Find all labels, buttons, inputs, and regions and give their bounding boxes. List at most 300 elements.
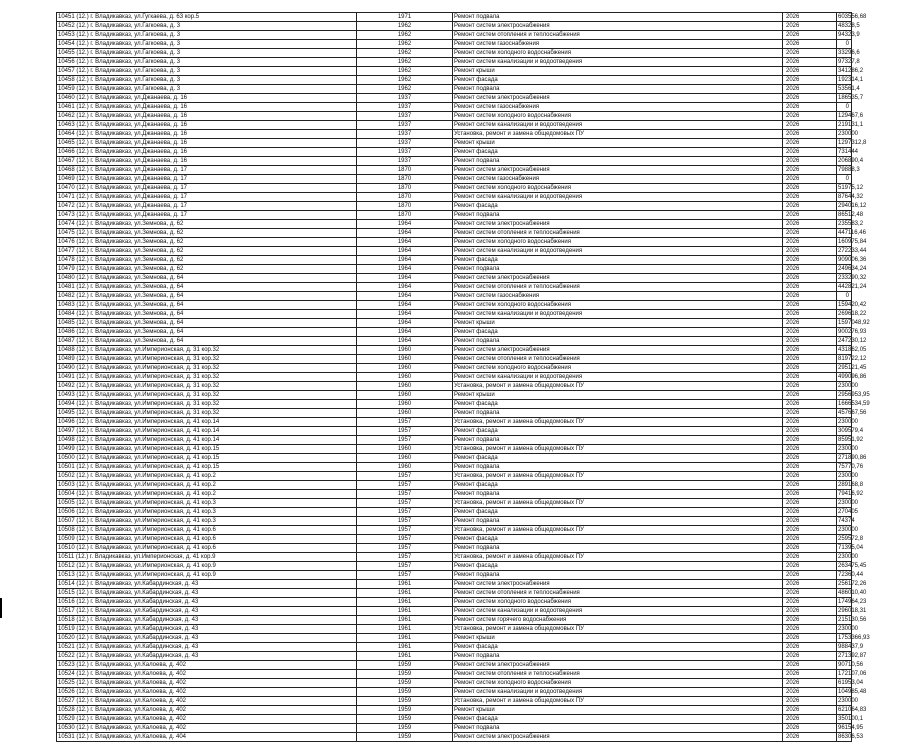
row-id: 10531 (12.) <box>58 734 89 740</box>
row-address: г. Владикавказ, ул.Кабардинская, д. 43 <box>90 635 199 641</box>
row-address: г. Владикавказ, ул.Империонская, д. 41 кор.3 <box>90 518 216 524</box>
row-address: г. Владикавказ, ул.Кабардинская, д. 43 <box>90 617 199 623</box>
table-row[interactable] <box>57 76 852 85</box>
plan-year-cell: 2026 <box>783 40 837 49</box>
row-id: 10473 (12.) <box>58 212 89 218</box>
table-row[interactable] <box>57 535 852 544</box>
table-row[interactable] <box>57 445 852 454</box>
cost-cell: 499096,86 <box>838 374 867 380</box>
table-row[interactable] <box>57 598 852 607</box>
row-address: г. Владикавказ, ул.Кабардинская, д. 43 <box>90 599 199 605</box>
table-row[interactable] <box>57 670 852 679</box>
table-row[interactable] <box>57 157 852 166</box>
plan-year-cell: 2026 <box>783 535 837 544</box>
id-address-cell <box>57 409 357 418</box>
row-id: 10503 (12.) <box>58 482 89 488</box>
cost-cell: 230000 <box>838 419 859 425</box>
id-address-cell <box>57 265 357 274</box>
id-address-cell <box>57 616 357 625</box>
work-type-cell: Ремонт систем электроснабжения <box>453 580 783 589</box>
row-address: г. Владикавказ, ул.Гагкоева, д. 3 <box>90 50 181 56</box>
row-id: 10494 (12.) <box>58 401 89 407</box>
cost-cell: 61953,04 <box>838 680 864 686</box>
row-address: г. Владикавказ, ул.Империонская, д. 31 кор.32 <box>90 410 220 416</box>
table-row[interactable] <box>57 580 852 589</box>
table-row[interactable] <box>57 265 852 274</box>
work-type-cell: Ремонт фасада <box>453 202 783 211</box>
cost-cell: 256172,26 <box>838 581 867 587</box>
table-row[interactable] <box>57 355 852 364</box>
work-type-cell: Ремонт подвала <box>453 517 783 526</box>
table-row[interactable] <box>57 67 852 76</box>
plan-year-cell: 2026 <box>783 130 837 139</box>
row-id: 10464 (12.) <box>58 131 89 137</box>
row-address: г. Владикавказ, ул.Джанаева, д. 17 <box>90 185 187 191</box>
table-row[interactable] <box>57 301 852 310</box>
row-address: г. Владикавказ, ул.Кабардинская, д. 43 <box>90 581 199 587</box>
work-type-cell: Ремонт систем электроснабжения <box>453 346 783 355</box>
table-row[interactable] <box>57 679 852 688</box>
table-row[interactable] <box>57 283 852 292</box>
table-row[interactable] <box>57 634 852 643</box>
table-row[interactable] <box>57 508 852 517</box>
table-row[interactable] <box>57 526 852 535</box>
row-address: г. Владикавказ, ул.Гагкоева, д. 3 <box>90 77 181 83</box>
table-row[interactable] <box>57 706 852 715</box>
table-row[interactable] <box>57 625 852 634</box>
work-type-cell: Ремонт подвала <box>453 409 783 418</box>
id-address-cell <box>57 373 357 382</box>
id-address-cell <box>57 238 357 247</box>
plan-year-cell: 2026 <box>783 346 837 355</box>
row-address: г. Владикавказ, ул.Джанаева, д. 16 <box>90 104 187 110</box>
row-address: г. Владикавказ, ул.Джанаева, д. 16 <box>90 140 187 146</box>
built-year-cell: 1964 <box>357 238 453 247</box>
work-type-cell: Ремонт крыши <box>453 634 783 643</box>
table-row[interactable] <box>57 616 852 625</box>
table-row[interactable] <box>57 436 852 445</box>
built-year-cell: 1962 <box>357 22 453 31</box>
table-row[interactable] <box>57 85 852 94</box>
table-row[interactable] <box>57 571 852 580</box>
cost-cell: 233290,32 <box>838 275 867 281</box>
id-address-cell <box>57 220 357 229</box>
row-id: 10504 (12.) <box>58 491 89 497</box>
built-year-cell: 1937 <box>357 157 453 166</box>
work-type-cell: Ремонт систем газоснабжения <box>453 292 783 301</box>
table-row[interactable] <box>57 256 852 265</box>
cost-cell: 87644,32 <box>838 194 864 200</box>
row-address: г. Владикавказ, ул.Джанаева, д. 16 <box>90 113 187 119</box>
table-row[interactable] <box>57 94 852 103</box>
built-year-cell: 1960 <box>357 463 453 472</box>
built-year-cell: 1959 <box>357 733 453 742</box>
id-address-cell <box>57 382 357 391</box>
id-address-cell <box>57 193 357 202</box>
row-id: 10468 (12.) <box>58 167 89 173</box>
cost-cell: 447116,46 <box>838 230 866 236</box>
row-address: г. Владикавказ, ул.Гугкаева, д. 63 кор.5 <box>90 14 200 20</box>
plan-year-cell: 2026 <box>783 391 837 400</box>
built-year-cell: 1960 <box>357 409 453 418</box>
row-id: 10474 (12.) <box>58 221 89 227</box>
row-address: г. Владикавказ, ул.Кабардинская, д. 43 <box>90 590 199 596</box>
row-address: г. Владикавказ, ул.Империонская, д. 31 кор.32 <box>90 374 220 380</box>
row-address: г. Владикавказ, ул.Земнова, д. 64 <box>90 320 184 326</box>
plan-year-cell: 2026 <box>783 580 837 589</box>
table-row[interactable] <box>57 184 852 193</box>
row-id: 10456 (12.) <box>58 59 89 65</box>
row-address: г. Владикавказ, ул.Земнова, д. 64 <box>90 338 184 344</box>
row-id: 10487 (12.) <box>58 338 89 344</box>
plan-year-cell: 2026 <box>783 670 837 679</box>
table-row[interactable] <box>57 733 852 742</box>
row-address: г. Владикавказ, ул.Гагкоева, д. 3 <box>90 68 181 74</box>
plan-year-cell: 2026 <box>783 589 837 598</box>
row-address: г. Владикавказ, ул.Гагкоева, д. 3 <box>90 59 181 65</box>
plan-year-cell: 2026 <box>783 13 837 22</box>
row-address: г. Владикавказ, ул.Джанаева, д. 17 <box>90 212 187 218</box>
table-row[interactable] <box>57 454 852 463</box>
cost-cell: 270405 <box>838 509 859 515</box>
work-type-cell: Установка, ремонт и замена общедомовых ПУ <box>453 625 783 634</box>
table-row[interactable] <box>57 373 852 382</box>
built-year-cell: 1964 <box>357 292 453 301</box>
work-type-cell: Установка, ремонт и замена общедомовых ПУ <box>453 130 783 139</box>
work-type-cell: Ремонт систем отопления и теплоснабжения <box>453 670 783 679</box>
work-type-cell: Ремонт фасада <box>453 481 783 490</box>
table-row[interactable] <box>57 499 852 508</box>
work-type-cell: Установка, ремонт и замена общедомовых ПУ <box>453 526 783 535</box>
capital-repair-table <box>56 12 870 742</box>
row-id: 10459 (12.) <box>58 86 89 92</box>
table-row[interactable] <box>57 589 852 598</box>
table-row[interactable] <box>57 193 852 202</box>
row-id: 10498 (12.) <box>58 437 89 443</box>
row-address: г. Владикавказ, ул.Гагкоева, д. 3 <box>90 41 181 47</box>
row-address: г. Владикавказ, ул.Джанаева, д. 16 <box>90 95 187 101</box>
plan-year-cell: 2026 <box>783 148 837 157</box>
built-year-cell: 1964 <box>357 256 453 265</box>
work-type-cell: Ремонт систем канализации и водоотведения <box>453 121 783 130</box>
built-year-cell: 1937 <box>357 121 453 130</box>
table-row[interactable] <box>57 139 852 148</box>
id-address-cell <box>57 715 357 724</box>
table-row[interactable] <box>57 103 852 112</box>
id-address-cell <box>57 652 357 661</box>
work-type-cell: Ремонт систем электроснабжения <box>453 166 783 175</box>
cost-cell: 1753366,93 <box>838 635 870 641</box>
plan-year-cell: 2026 <box>783 238 837 247</box>
cost-cell: 272233,44 <box>838 248 867 254</box>
table-row[interactable] <box>57 202 852 211</box>
table-row[interactable] <box>57 607 852 616</box>
table-row[interactable] <box>57 553 852 562</box>
table-row[interactable] <box>57 166 852 175</box>
cost-cell: 33296,6 <box>838 50 860 56</box>
id-address-cell <box>57 661 357 670</box>
id-address-cell <box>57 724 357 733</box>
built-year-cell: 1959 <box>357 706 453 715</box>
table-row[interactable] <box>57 319 852 328</box>
plan-year-cell: 2026 <box>783 58 837 67</box>
table-row[interactable] <box>57 391 852 400</box>
work-type-cell: Ремонт систем отопления и теплоснабжения <box>453 355 783 364</box>
table-row[interactable] <box>57 463 852 472</box>
row-address: г. Владикавказ, ул.Империонская, д. 41 кор.9 <box>89 554 216 560</box>
work-type-cell: Установка, ремонт и замена общедомовых ПУ <box>453 553 783 562</box>
table-row[interactable] <box>57 112 852 121</box>
table-row[interactable] <box>57 472 852 481</box>
built-year-cell: 1964 <box>357 265 453 274</box>
built-year-cell: 1962 <box>357 58 453 67</box>
table-row[interactable] <box>57 292 852 301</box>
cost-cell: 96154,95 <box>838 725 864 731</box>
cost-cell: 74374 <box>838 518 855 524</box>
id-address-cell <box>57 319 357 328</box>
table-row[interactable] <box>57 148 852 157</box>
cost-cell: 51975,12 <box>838 185 864 191</box>
table-row[interactable] <box>57 229 852 238</box>
id-address-cell <box>57 643 357 652</box>
table-row[interactable] <box>57 544 852 553</box>
table-body <box>57 13 870 742</box>
work-type-cell: Ремонт фасада <box>453 148 783 157</box>
table-row[interactable] <box>57 661 852 670</box>
built-year-cell: 1971 <box>357 13 453 22</box>
built-year-cell: 1959 <box>357 688 453 697</box>
row-address: г. Владикавказ, ул.Земнова, д. 64 <box>90 284 184 290</box>
plan-year-cell: 2026 <box>783 166 837 175</box>
plan-year-cell: 2026 <box>783 283 837 292</box>
table-row[interactable] <box>57 175 852 184</box>
cost-cell: 86512,48 <box>838 212 864 218</box>
table-row[interactable] <box>57 130 852 139</box>
plan-year-cell: 2026 <box>783 472 837 481</box>
plan-year-cell: 2026 <box>783 328 837 337</box>
row-address: г. Владикавказ, ул.Империонская, д. 31 кор.32 <box>90 383 220 389</box>
row-address: г. Владикавказ, ул.Калоева, д. 402 <box>90 716 186 722</box>
id-address-cell <box>57 589 357 598</box>
work-type-cell: Ремонт крыши <box>453 67 783 76</box>
built-year-cell: 1937 <box>357 130 453 139</box>
work-type-cell: Ремонт систем отопления и теплоснабжения <box>453 589 783 598</box>
row-id: 10507 (12.) <box>58 518 89 524</box>
cost-cell: 271890,86 <box>838 455 867 461</box>
cost-cell: 206890,4 <box>838 158 864 164</box>
built-year-cell: 1957 <box>357 553 453 562</box>
table-row[interactable] <box>57 346 852 355</box>
table-row[interactable] <box>57 49 852 58</box>
work-type-cell: Ремонт систем электроснабжения <box>453 22 783 31</box>
built-year-cell: 1960 <box>357 454 453 463</box>
built-year-cell: 1957 <box>357 508 453 517</box>
table-row[interactable] <box>57 652 852 661</box>
cost-cell: 53561,4 <box>838 86 860 92</box>
table-row[interactable] <box>57 58 852 67</box>
table-row[interactable] <box>57 220 852 229</box>
row-address: г. Владикавказ, ул.Кабардинская, д. 43 <box>90 626 199 632</box>
row-id: 10496 (12.) <box>58 419 89 425</box>
plan-year-cell: 2026 <box>783 517 837 526</box>
row-address: г. Владикавказ, ул.Империонская, д. 41 кор.15 <box>90 464 220 470</box>
built-year-cell: 1957 <box>357 571 453 580</box>
row-id: 10457 (12.) <box>58 68 89 74</box>
table-row[interactable] <box>57 490 852 499</box>
id-address-cell <box>57 355 357 364</box>
work-type-cell: Ремонт подвала <box>453 571 783 580</box>
row-id: 10488 (12.) <box>58 347 89 353</box>
plan-year-cell: 2026 <box>783 67 837 76</box>
table-row[interactable] <box>57 688 852 697</box>
work-type-cell: Ремонт систем канализации и водоотведения <box>453 247 783 256</box>
table-row[interactable] <box>57 697 852 706</box>
plan-year-cell: 2026 <box>783 598 837 607</box>
table-row[interactable] <box>57 715 852 724</box>
work-type-cell: Ремонт фасада <box>453 715 783 724</box>
table-row[interactable] <box>57 418 852 427</box>
plan-year-cell: 2026 <box>783 103 837 112</box>
work-type-cell: Ремонт фасада <box>453 427 783 436</box>
built-year-cell: 1959 <box>357 697 453 706</box>
id-address-cell <box>57 130 357 139</box>
table-row[interactable] <box>57 364 852 373</box>
plan-year-cell: 2026 <box>783 229 837 238</box>
row-address: г. Владикавказ, ул.Империонская, д. 31 кор.32 <box>90 392 220 398</box>
row-id: 10519 (12.) <box>58 626 89 632</box>
table-row[interactable] <box>57 274 852 283</box>
table-row[interactable] <box>57 643 852 652</box>
plan-year-cell: 2026 <box>783 724 837 733</box>
plan-year-cell: 2026 <box>783 418 837 427</box>
row-address: г. Владикавказ, ул.Империонская, д. 41 кор.15 <box>90 455 220 461</box>
plan-year-cell: 2026 <box>783 337 837 346</box>
cost-cell: 350100,1 <box>838 716 864 722</box>
plan-year-cell: 2026 <box>783 454 837 463</box>
table-row[interactable] <box>57 22 852 31</box>
table-row[interactable] <box>57 31 852 40</box>
plan-year-cell: 2026 <box>783 427 837 436</box>
table-row[interactable] <box>57 328 852 337</box>
cost-cell: 431862,05 <box>838 347 867 353</box>
id-address-cell <box>57 535 357 544</box>
built-year-cell: 1961 <box>357 634 453 643</box>
id-address-cell <box>57 436 357 445</box>
table-row[interactable] <box>57 481 852 490</box>
table-row[interactable] <box>57 409 852 418</box>
plan-year-cell: 2026 <box>783 175 837 184</box>
built-year-cell: 1937 <box>357 94 453 103</box>
row-address: г. Владикавказ, ул.Земнова, д. 64 <box>90 293 184 299</box>
plan-year-cell: 2026 <box>783 400 837 409</box>
row-address: г. Владикавказ, ул.Гагкоева, д. 3 <box>90 32 181 38</box>
table-row[interactable] <box>57 13 852 22</box>
table-row[interactable] <box>57 211 852 220</box>
built-year-cell: 1964 <box>357 319 453 328</box>
row-id: 10500 (12.) <box>58 455 89 461</box>
work-type-cell: Ремонт систем канализации и водоотведения <box>453 373 783 382</box>
row-address: г. Владикавказ, ул.Империонская, д. 41 кор.2 <box>90 473 216 479</box>
row-id: 10508 (12.) <box>58 527 89 533</box>
row-id: 10485 (12.) <box>58 320 89 326</box>
plan-year-cell: 2026 <box>783 382 837 391</box>
row-id: 10491 (12.) <box>58 374 89 380</box>
work-type-cell: Установка, ремонт и замена общедомовых ПУ <box>453 445 783 454</box>
cost-cell: 269618,22 <box>838 311 867 317</box>
work-type-cell: Ремонт систем электроснабжения <box>453 220 783 229</box>
cost-cell: 230000 <box>838 473 859 479</box>
id-address-cell <box>57 202 357 211</box>
plan-year-cell: 2026 <box>783 481 837 490</box>
row-id: 10528 (12.) <box>58 707 89 713</box>
built-year-cell: 1959 <box>357 715 453 724</box>
plan-year-cell: 2026 <box>783 94 837 103</box>
row-id: 10454 (12.) <box>58 41 89 47</box>
row-id: 10476 (12.) <box>58 239 89 245</box>
work-type-cell: Ремонт подвала <box>453 337 783 346</box>
built-year-cell: 1961 <box>357 598 453 607</box>
table-row[interactable] <box>57 337 852 346</box>
table-row[interactable] <box>57 238 852 247</box>
row-address: г. Владикавказ, ул.Джанаева, д. 16 <box>90 158 187 164</box>
page-edge-mark <box>0 598 2 618</box>
id-address-cell <box>57 400 357 409</box>
work-type-cell: Ремонт фасада <box>453 400 783 409</box>
table-row[interactable] <box>57 121 852 130</box>
id-address-cell <box>57 211 357 220</box>
cost-cell: 72360,44 <box>838 572 864 578</box>
built-year-cell: 1960 <box>357 400 453 409</box>
cost-cell: 192314,1 <box>838 77 864 83</box>
row-id: 10475 (12.) <box>58 230 89 236</box>
row-id: 10522 (12.) <box>58 653 89 659</box>
row-address: г. Владикавказ, ул.Калоева, д. 402 <box>90 671 186 677</box>
work-type-cell: Ремонт систем электроснабжения <box>453 94 783 103</box>
table-row[interactable] <box>57 427 852 436</box>
row-id: 10451 (12.) <box>58 14 89 20</box>
table-row[interactable] <box>57 40 852 49</box>
built-year-cell: 1957 <box>357 427 453 436</box>
row-id: 10470 (12.) <box>58 185 89 191</box>
plan-year-cell: 2026 <box>783 697 837 706</box>
id-address-cell <box>57 526 357 535</box>
id-address-cell <box>57 454 357 463</box>
built-year-cell: 1957 <box>357 472 453 481</box>
row-address: г. Владикавказ, ул.Гагкоева, д. 3 <box>90 23 181 29</box>
table-row[interactable] <box>57 247 852 256</box>
table-row[interactable] <box>57 310 852 319</box>
id-address-cell <box>57 571 357 580</box>
table-row[interactable] <box>57 400 852 409</box>
plan-year-cell: 2026 <box>783 22 837 31</box>
row-id: 10529 (12.) <box>58 716 89 722</box>
row-id: 10460 (12.) <box>58 95 89 101</box>
table-row[interactable] <box>57 724 852 733</box>
plan-year-cell: 2026 <box>783 508 837 517</box>
cost-cell: 230000 <box>838 131 859 137</box>
built-year-cell: 1957 <box>357 418 453 427</box>
table-row[interactable] <box>57 517 852 526</box>
work-type-cell: Ремонт систем газоснабжения <box>453 103 783 112</box>
cost-cell: 289168,8 <box>838 482 864 488</box>
built-year-cell: 1960 <box>357 346 453 355</box>
table-row[interactable] <box>57 382 852 391</box>
id-address-cell <box>57 112 357 121</box>
table-row[interactable] <box>57 562 852 571</box>
plan-year-cell: 2026 <box>783 220 837 229</box>
id-address-cell <box>57 625 357 634</box>
work-type-cell: Ремонт систем горячего водоснабжения <box>453 616 783 625</box>
